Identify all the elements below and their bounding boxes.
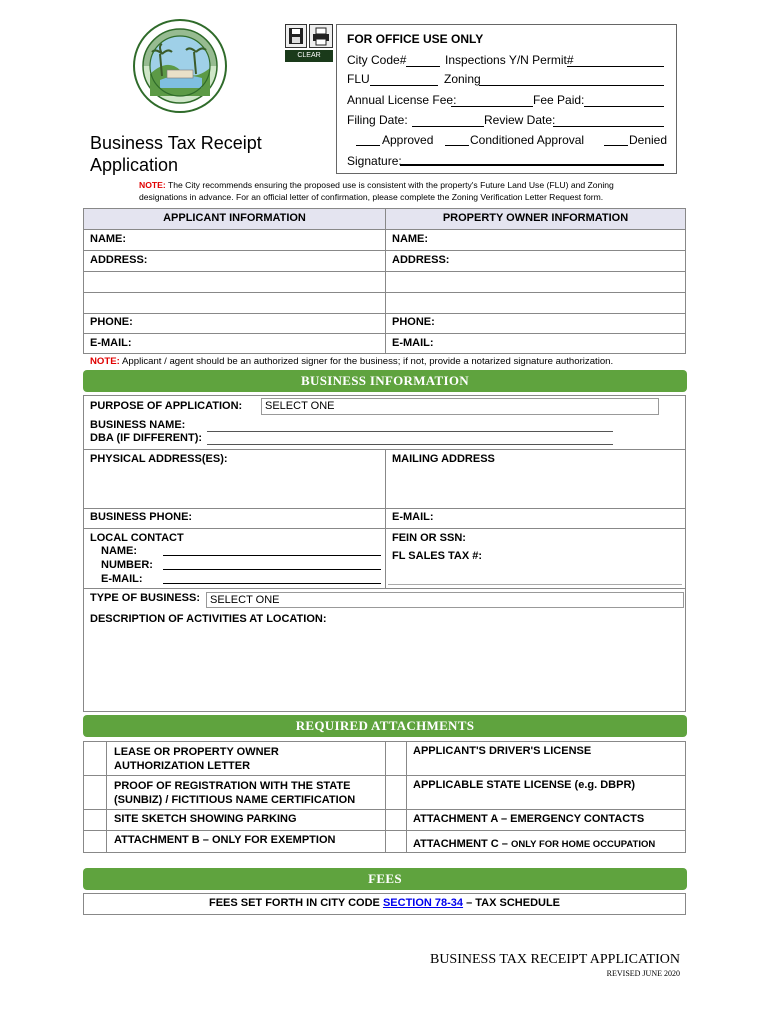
annual-fee-field[interactable] (451, 106, 533, 107)
city-code-label: City Code# (347, 53, 407, 67)
review-date-field[interactable] (553, 126, 664, 127)
local-number-label: NUMBER: (101, 559, 153, 571)
fees-text-before: FEES SET FORTH IN CITY CODE (208, 897, 383, 909)
owner-address-label: ADDRESS: (392, 254, 450, 266)
fees-text (83, 897, 686, 909)
owner-phone-label: PHONE: (392, 316, 435, 328)
permit-field[interactable] (567, 66, 664, 67)
attachment-checkbox[interactable] (386, 742, 405, 774)
zoning-field[interactable] (479, 85, 664, 86)
local-name-field[interactable] (163, 555, 381, 556)
zoning-label: Zoning (444, 72, 481, 86)
note-text-2: designations in advance. For an official letter of confirmation, please complete the Zoning Verification Letter Request form. (139, 192, 604, 202)
purpose-select[interactable]: SELECT ONE (261, 398, 659, 415)
inspections-label: Inspections Y/N Permit# (445, 53, 574, 67)
attachment-checkbox[interactable] (84, 810, 105, 829)
local-contact-label: LOCAL CONTACT (90, 532, 184, 544)
approved-field[interactable] (356, 145, 380, 146)
flu-label: FLU (347, 72, 370, 86)
clear-button[interactable]: CLEAR (285, 50, 333, 62)
type-of-business-select[interactable]: SELECT ONE (206, 592, 684, 608)
owner-email-label: E-MAIL: (392, 337, 434, 349)
fees-text-after: – TAX SCHEDULE (463, 897, 561, 909)
signature-label: Signature: (347, 154, 402, 168)
attachment-checkbox[interactable] (84, 831, 105, 852)
office-use-heading: FOR OFFICE USE ONLY (347, 32, 484, 46)
note-authorized-signer (90, 356, 613, 367)
signature-field[interactable] (400, 164, 664, 166)
attachment-b: ATTACHMENT B – ONLY FOR EXEMPTION (114, 834, 336, 846)
dba-label: DBA (IF DIFFERENT): (90, 432, 203, 444)
conditioned-field[interactable] (445, 145, 469, 146)
city-code-field[interactable] (406, 66, 440, 67)
row-divider (83, 229, 686, 230)
title-line-2: Application (90, 155, 179, 175)
business-phone-label: BUSINESS PHONE: (90, 511, 193, 523)
checkbox-column-divider (406, 741, 407, 853)
note-text: Applicant / agent should be an authorized signer for the business; if not, provide a notarized signature authorization. (119, 356, 614, 367)
required-attachments-heading: REQUIRED ATTACHMENTS (83, 715, 687, 737)
fees-heading: FEES (83, 868, 687, 890)
page-title (90, 132, 262, 176)
column-divider (385, 449, 386, 589)
attachment-checkbox[interactable] (84, 776, 105, 808)
fl-sales-tax-label: FL SALES TAX #: (392, 550, 483, 562)
flu-field[interactable] (370, 85, 438, 86)
row-divider (83, 830, 686, 831)
row-divider (83, 292, 686, 293)
floppy-disk-icon (286, 25, 306, 47)
attachment-registration (114, 779, 355, 807)
applicant-address-label: ADDRESS: (90, 254, 148, 266)
applicant-name-label: NAME: (90, 233, 127, 245)
denied-label: Denied (629, 133, 668, 147)
attachment-text: (SUNBIZ) / FICTITIOUS NAME CERTIFICATION (114, 794, 356, 806)
dba-field[interactable] (207, 444, 613, 445)
attachment-state-license: APPLICABLE STATE LICENSE (e.g. DBPR) (413, 779, 636, 791)
attachment-text: AUTHORIZATION LETTER (114, 760, 251, 772)
filing-date-label: Filing Date: (347, 113, 408, 127)
checkbox-column-divider (106, 741, 107, 853)
section-78-34-link[interactable]: SECTION 78-34 (382, 897, 464, 909)
fee-paid-label: Fee Paid: (533, 93, 585, 107)
annual-fee-label: Annual License Fee: (347, 93, 457, 107)
applicant-phone-label: PHONE: (90, 316, 133, 328)
fee-paid-field[interactable] (584, 106, 664, 107)
attachment-a: ATTACHMENT A – EMERGENCY CONTACTS (413, 813, 645, 825)
filing-date-field[interactable] (412, 126, 484, 127)
fein-label: FEIN OR SSN: (392, 532, 466, 544)
approved-label: Approved (382, 133, 434, 147)
conditioned-label: Conditioned Approval (470, 133, 585, 147)
type-of-business-label: TYPE OF BUSINESS: (90, 592, 201, 604)
local-number-field[interactable] (163, 569, 381, 570)
save-button[interactable] (285, 24, 307, 48)
print-button[interactable] (309, 24, 333, 48)
attachment-text: PROOF OF REGISTRATION WITH THE STATE (114, 780, 351, 792)
applicant-email-label: E-MAIL: (90, 337, 132, 349)
description-label: DESCRIPTION OF ACTIVITIES AT LOCATION: (90, 613, 327, 625)
attachment-checkbox[interactable] (84, 742, 105, 774)
local-name-label: NAME: (101, 545, 138, 557)
attachment-site-sketch: SITE SKETCH SHOWING PARKING (114, 813, 297, 825)
physical-address-label: PHYSICAL ADDRESS(ES): (90, 453, 228, 465)
title-line-1: Business Tax Receipt (90, 133, 262, 153)
purpose-label: PURPOSE OF APPLICATION: (90, 400, 243, 412)
row-divider (83, 775, 686, 776)
business-info-heading: BUSINESS INFORMATION (83, 370, 687, 392)
attachment-checkbox[interactable] (386, 776, 405, 808)
row-divider (83, 250, 686, 251)
footer-revised: REVISED JUNE 2020 (606, 969, 680, 978)
attachment-lease (114, 745, 279, 773)
denied-field[interactable] (604, 145, 628, 146)
local-email-label: E-MAIL: (101, 573, 143, 585)
attachment-checkbox[interactable] (386, 810, 405, 829)
fl-sales-tax-field[interactable] (388, 584, 682, 585)
applicant-header: APPLICANT INFORMATION (163, 212, 306, 224)
mailing-address-label: MAILING ADDRESS (392, 453, 495, 465)
attachment-text: ATTACHMENT C – (413, 838, 511, 850)
row-divider (83, 313, 686, 314)
review-date-label: Review Date: (484, 113, 556, 127)
footer-title: BUSINESS TAX RECEIPT APPLICATION (429, 952, 680, 967)
attachment-text: ONLY FOR HOME OCCUPATION (510, 839, 656, 850)
business-name-field[interactable] (207, 431, 613, 432)
owner-header: PROPERTY OWNER INFORMATION (442, 212, 629, 224)
attachment-text: LEASE OR PROPERTY OWNER (114, 746, 279, 758)
note-text-1: The City recommends ensuring the proposed use is consistent with the property's Future Land Use (FLU) and Zoning (165, 180, 614, 190)
note-label: NOTE: (139, 180, 166, 190)
city-seal-logo (132, 18, 228, 114)
row-divider (83, 333, 686, 334)
business-email-label: E-MAIL: (392, 511, 434, 523)
attachment-c (413, 834, 655, 852)
note-flu-zoning (139, 179, 699, 203)
business-name-label: BUSINESS NAME: (90, 419, 186, 431)
attachment-drivers-license: APPLICANT'S DRIVER'S LICENSE (413, 745, 592, 757)
row-divider (83, 809, 686, 810)
printer-icon (310, 25, 332, 47)
attachment-checkbox[interactable] (386, 831, 405, 852)
owner-name-label: NAME: (392, 233, 429, 245)
local-email-field[interactable] (163, 583, 381, 584)
note-label: NOTE: (90, 356, 120, 367)
row-divider (83, 271, 686, 272)
